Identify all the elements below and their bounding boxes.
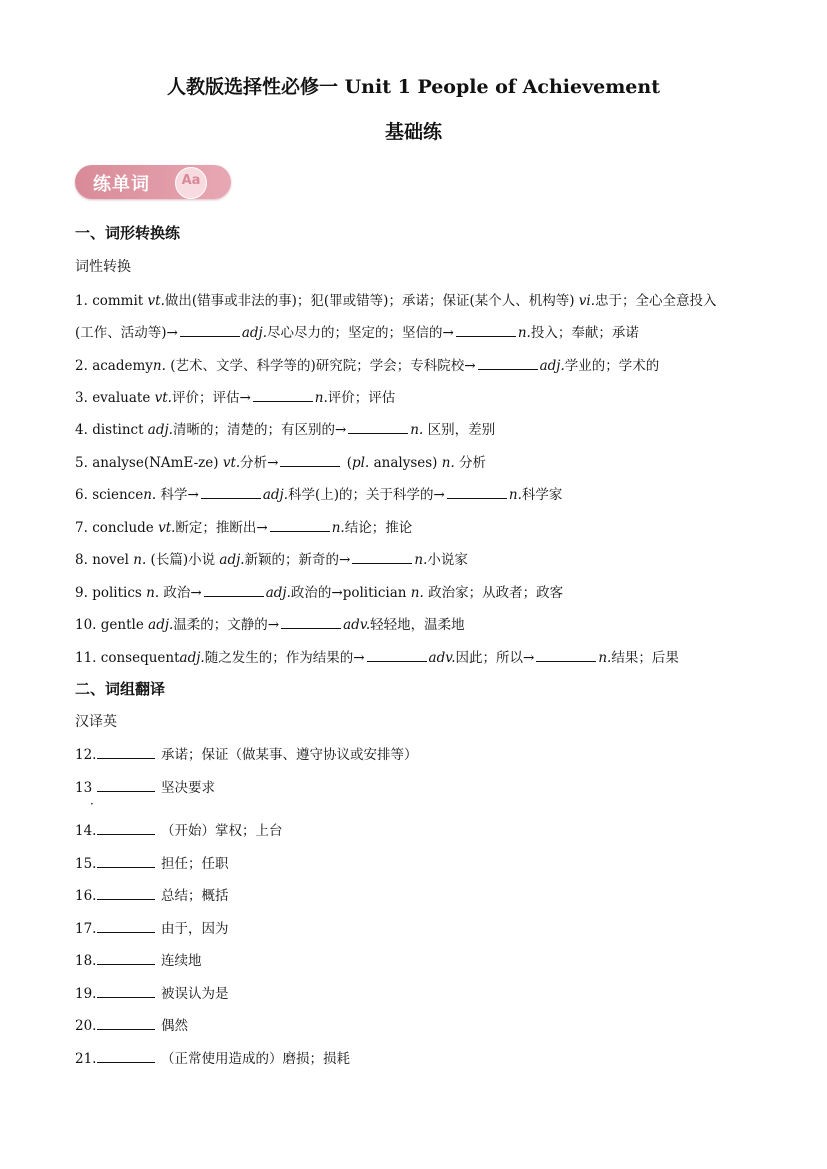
answer-blank[interactable]: [348, 421, 408, 434]
phrase-item: 14. （开始）掌权；上台: [75, 823, 283, 839]
answer-blank[interactable]: [280, 454, 340, 467]
page-subtitle: 基础练: [384, 121, 442, 143]
answer-blank[interactable]: [97, 746, 155, 759]
answer-blank[interactable]: [204, 584, 264, 597]
answer-blank[interactable]: [281, 616, 341, 629]
answer-blank[interactable]: [180, 324, 240, 337]
answer-blank[interactable]: [270, 519, 330, 532]
phrase-item: 21. （正常使用造成的）磨损；损耗: [75, 1051, 350, 1067]
answer-blank[interactable]: [367, 649, 427, 662]
phrase-item: 20. 偶然: [75, 1018, 188, 1034]
section-heading-word-forms: 一、词形转换练: [75, 224, 181, 242]
answer-blank[interactable]: [97, 822, 155, 835]
stray-dot: ·: [90, 797, 94, 811]
practice-words-badge: [75, 165, 231, 199]
letters-icon: Aa: [175, 167, 207, 199]
phrase-item: 18. 连续地: [75, 953, 202, 969]
word-item: (工作、活动等)→ adj.尽心尽力的；坚定的；坚信的→ n.投入；奉献；承诺: [75, 325, 639, 341]
word-item: 6. sciencen. 科学→ adj.科学(上)的；关于科学的→ n.科学家: [75, 487, 563, 503]
word-item: 4. distinct adj.清晰的；清楚的；有区别的→ n. 区别，差别: [75, 422, 496, 438]
phrase-item: 17. 由于，因为: [75, 921, 229, 937]
word-item: 10. gentle adj.温柔的；文静的→ adv.轻轻地，温柔地: [75, 617, 465, 633]
word-item: 8. novel n. (长篇)小说 adj.新颖的；新奇的→ n.小说家: [75, 552, 468, 568]
answer-blank[interactable]: [97, 985, 155, 998]
answer-blank[interactable]: [97, 887, 155, 900]
answer-blank[interactable]: [352, 551, 412, 564]
answer-blank[interactable]: [201, 486, 261, 499]
word-item: 1. commit vt.做出(错事或非法的事)；犯(罪或错等)；承诺；保证(某个人、机构等) vi.忠于；全心全意投入: [75, 293, 717, 309]
word-item: 11. consequentadj.随之发生的；作为结果的→ adv.因此；所以→ n.结果；后果: [75, 650, 679, 666]
word-item: 2. academyn. (艺术、文学、科学等的)研究院；学会；专科院校→ adj.学业的；学术的: [75, 358, 660, 374]
page-title: 人教版选择性必修一 Unit 1 People of Achievement: [167, 76, 660, 98]
answer-blank[interactable]: [478, 357, 538, 370]
word-item: 3. evaluate vt.评价；评估→ n.评价；评估: [75, 390, 396, 406]
answer-blank[interactable]: [253, 389, 313, 402]
answer-blank[interactable]: [447, 486, 507, 499]
answer-blank[interactable]: [97, 1017, 155, 1030]
answer-blank[interactable]: [97, 952, 155, 965]
answer-blank[interactable]: [97, 1050, 155, 1063]
word-item: 5. analyse(NAmE-ze) vt.分析→ (pl. analyses) n. 分析: [75, 455, 487, 471]
section-subheading-cn-to-en: 汉译英: [75, 714, 117, 730]
phrase-item: 12. 承诺；保证（做某事、遵守协议或安排等）: [75, 747, 418, 763]
phrase-item: 19. 被误认为是: [75, 986, 229, 1002]
answer-blank[interactable]: [97, 920, 155, 933]
section-heading-phrase-translation: 二、词组翻译: [75, 680, 166, 698]
word-item: 7. conclude vt.断定；推断出→ n.结论；推论: [75, 520, 413, 536]
phrase-item: 15. 担任；任职: [75, 856, 229, 872]
phrase-item: 13 坚决要求: [75, 780, 215, 796]
answer-blank[interactable]: [536, 649, 596, 662]
word-item: 9. politics n. 政治→ adj.政治的→politician n. 政治家；从政者；政客: [75, 585, 564, 601]
answer-blank[interactable]: [456, 324, 516, 337]
answer-blank[interactable]: [97, 779, 155, 792]
badge-label: 练单词: [93, 174, 150, 195]
answer-blank[interactable]: [97, 855, 155, 868]
section-subheading-pos: 词性转换: [75, 259, 131, 275]
phrase-item: 16. 总结；概括: [75, 888, 229, 904]
